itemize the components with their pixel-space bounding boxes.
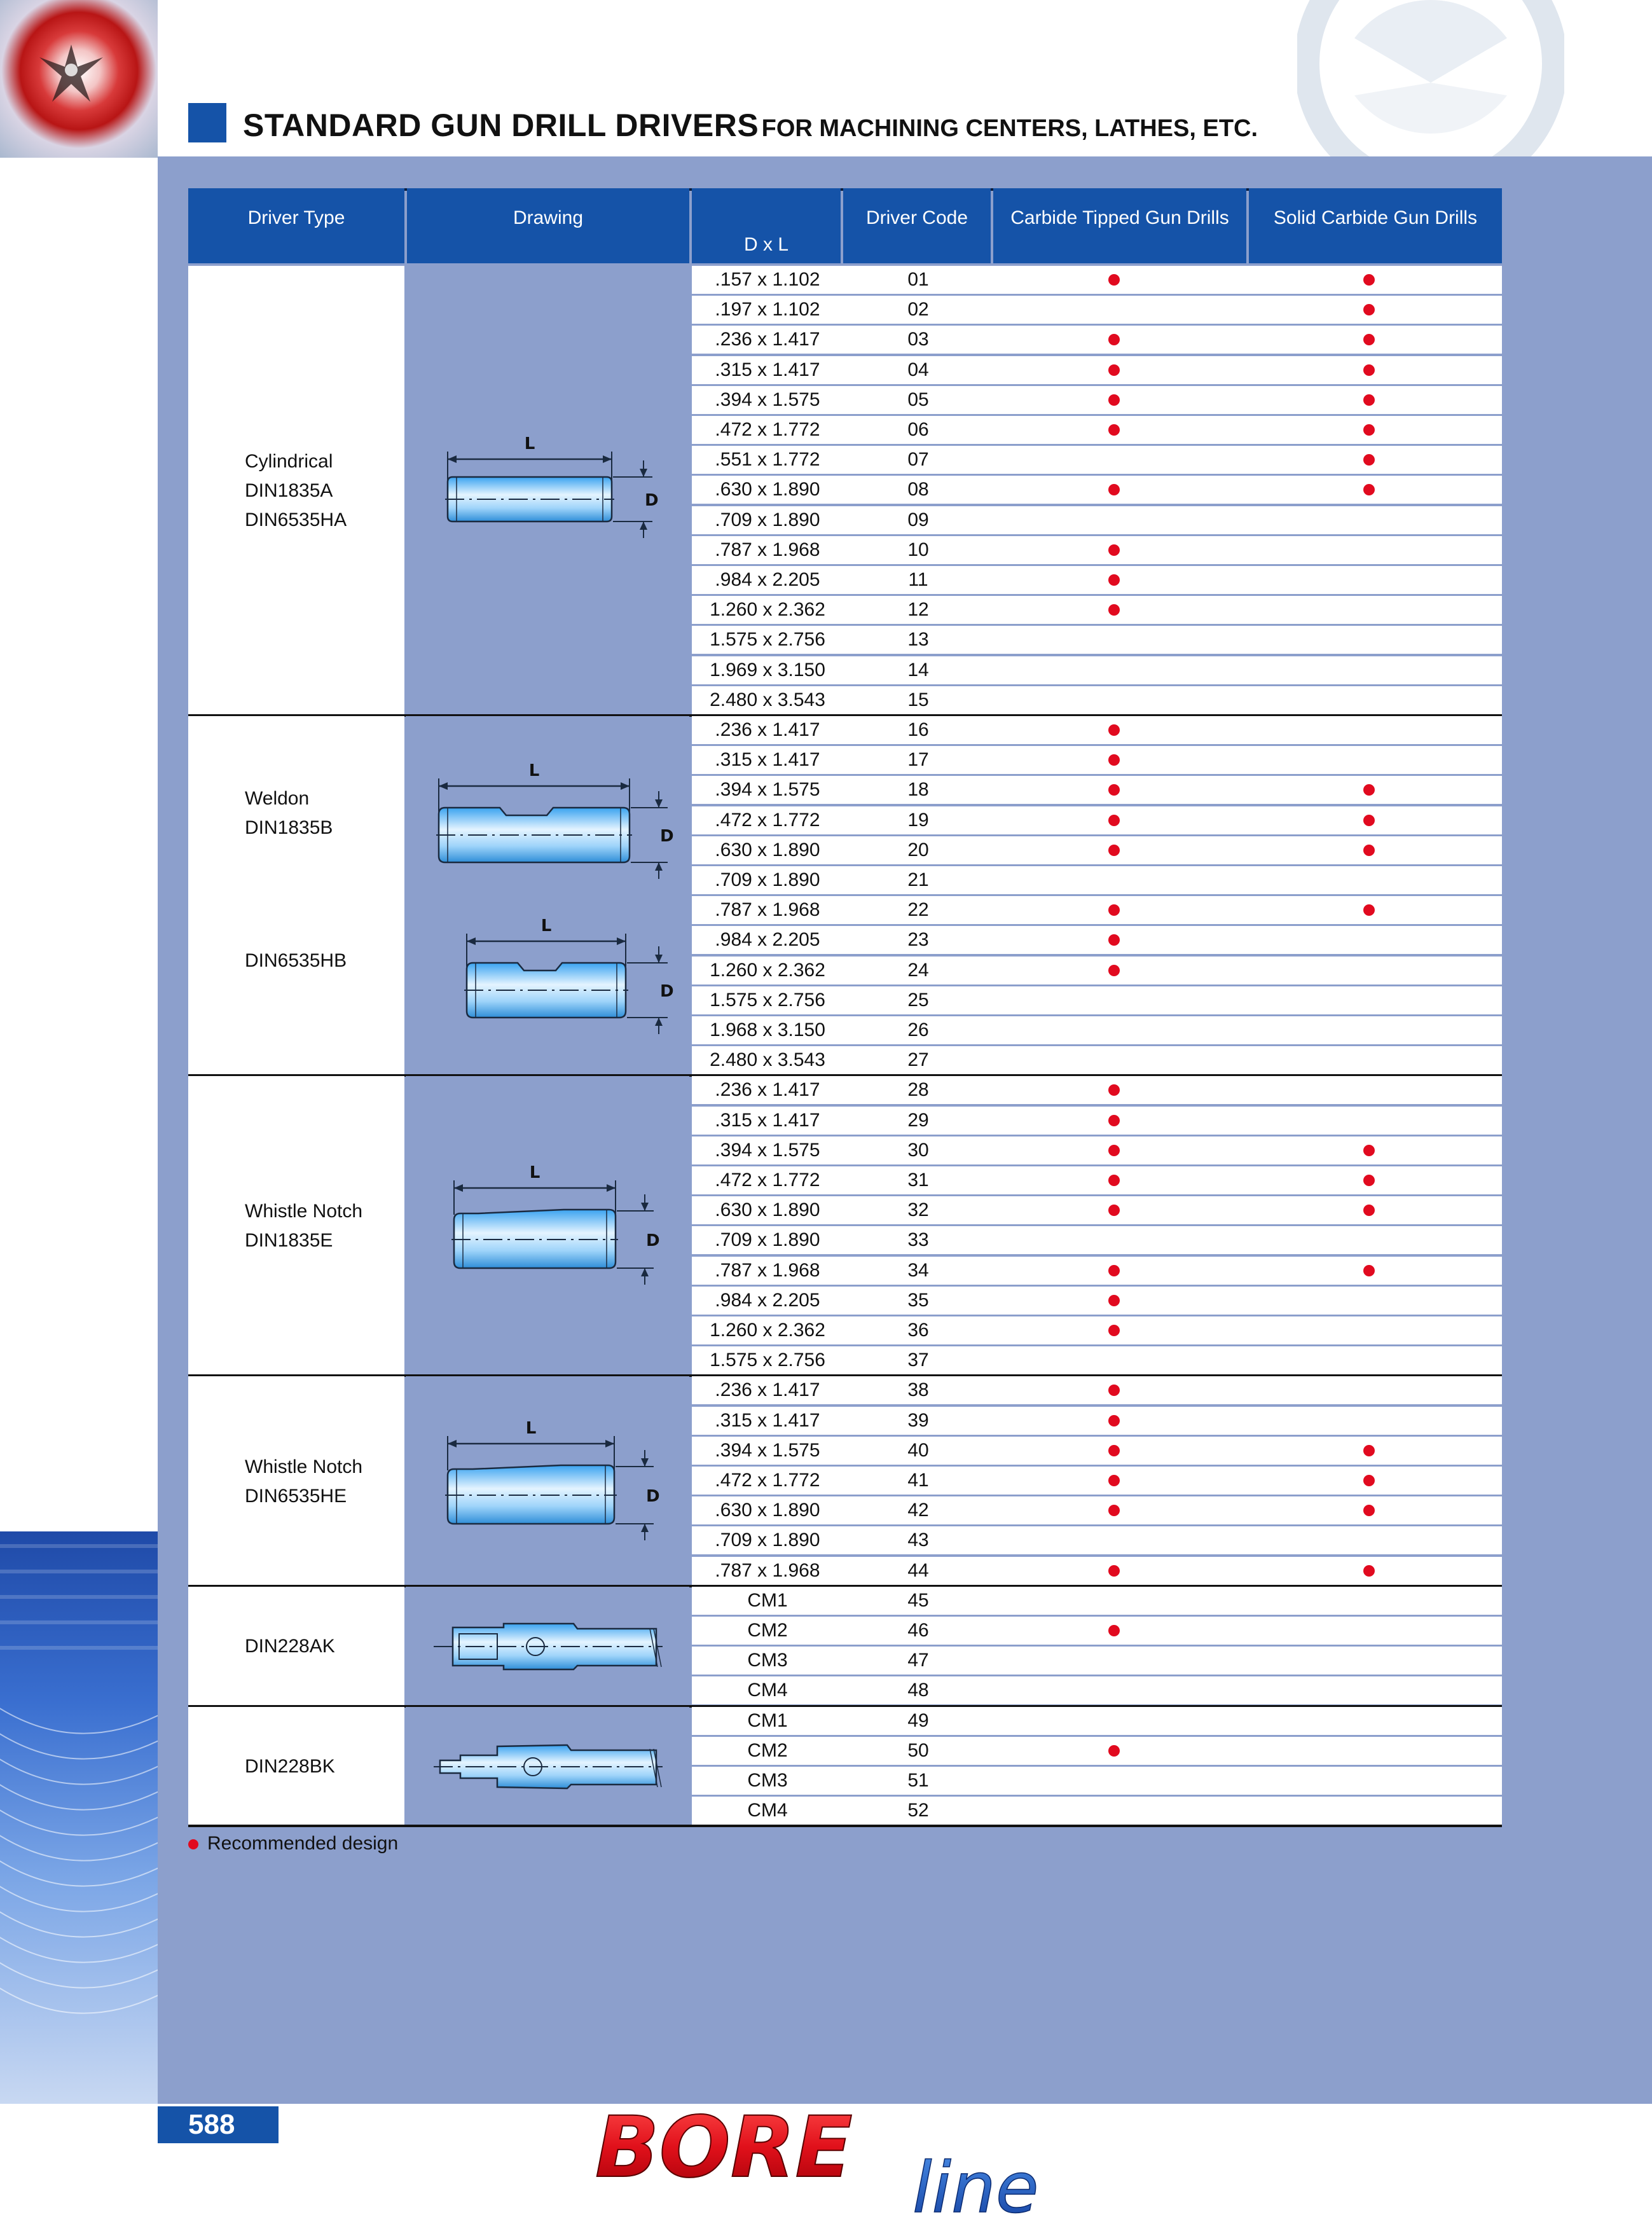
solid-carbide-recommended-dot-icon (1363, 845, 1375, 856)
dxl-cell: .394 x 1.575 (715, 779, 820, 801)
header-drawing: Drawing (407, 188, 689, 263)
solid-carbide-recommended-dot-icon (1363, 1175, 1375, 1186)
driver-code-cell: 37 (907, 1350, 929, 1371)
driver-type-line: DIN1835E (245, 1230, 333, 1252)
dxl-cell: .630 x 1.890 (715, 1500, 820, 1521)
table-row (692, 506, 1502, 534)
carbide-tipped-recommended-dot-icon (1108, 724, 1120, 736)
dxl-cell: 1.969 x 3.150 (710, 659, 825, 680)
carbide-tipped-recommended-dot-icon (1108, 1325, 1120, 1336)
driver-code-cell: 46 (907, 1620, 929, 1641)
dxl-cell: .236 x 1.417 (715, 719, 820, 740)
solid-carbide-recommended-dot-icon (1363, 1445, 1375, 1456)
table-row (692, 1196, 1502, 1224)
driver-type-label (245, 1453, 362, 1511)
driver-code-cell: 07 (907, 449, 929, 471)
table-row (692, 1437, 1502, 1465)
length-label: L (529, 1163, 540, 1183)
dxl-cell: .709 x 1.890 (715, 1229, 820, 1251)
table-row (692, 1316, 1502, 1344)
table-row (692, 416, 1502, 444)
driver-code-cell: 29 (907, 1109, 929, 1131)
carbide-tipped-recommended-dot-icon (1108, 604, 1120, 616)
table-row (692, 957, 1502, 984)
header-driver-type: Driver Type (188, 188, 404, 263)
whistle-b-drawing (408, 1399, 688, 1564)
driver-code-cell: 19 (907, 809, 929, 831)
dxl-cell: .551 x 1.772 (715, 449, 820, 471)
diameter-label: D (646, 1231, 660, 1251)
dxl-cell: .709 x 1.890 (715, 869, 820, 890)
page-title (243, 107, 1258, 144)
driver-type-line: Whistle Notch (245, 1201, 363, 1222)
table-row (692, 1647, 1502, 1675)
diameter-label: D (660, 981, 674, 1001)
table-row (692, 386, 1502, 414)
driver-type-label (245, 1197, 362, 1255)
driver-code-cell: 34 (907, 1259, 929, 1281)
table-row (692, 1166, 1502, 1194)
dxl-cell: .315 x 1.417 (715, 359, 820, 380)
driver-code-cell: 33 (907, 1229, 929, 1251)
driver-code-cell: 03 (907, 329, 929, 350)
driver-code-cell: 18 (907, 779, 929, 801)
driver-code-cell: 09 (907, 509, 929, 530)
driver-code-cell: 38 (907, 1379, 929, 1401)
driver-code-cell: 08 (907, 479, 929, 501)
background-watermark (1297, 0, 1564, 165)
legend (188, 1833, 398, 1855)
solid-carbide-recommended-dot-icon (1363, 784, 1375, 796)
table-row (692, 356, 1502, 384)
driver-type-line: DIN1835B (245, 817, 333, 838)
table-row (692, 1226, 1502, 1254)
driver-code-cell: 28 (907, 1079, 929, 1101)
driver-code-cell: 42 (907, 1500, 929, 1521)
driver-code-cell: 04 (907, 359, 929, 380)
table-row (692, 716, 1502, 744)
carbide-tipped-recommended-dot-icon (1108, 1475, 1120, 1486)
driver-code-cell: 12 (907, 599, 929, 621)
driver-code-cell: 48 (907, 1680, 929, 1701)
driver-code-cell: 02 (907, 299, 929, 321)
diameter-label: D (660, 827, 674, 846)
driver-code-cell: 36 (907, 1320, 929, 1341)
page-number: 588 (158, 2106, 279, 2143)
driver-code-cell: 10 (907, 539, 929, 560)
driver-code-cell: 30 (907, 1139, 929, 1161)
dxl-cell: CM1 (747, 1589, 788, 1611)
carbide-tipped-recommended-dot-icon (1108, 845, 1120, 856)
carbide-tipped-recommended-dot-icon (1108, 1385, 1120, 1396)
dxl-cell: .394 x 1.575 (715, 389, 820, 410)
dxl-cell: .236 x 1.417 (715, 1079, 820, 1101)
carbide-tipped-recommended-dot-icon (1108, 334, 1120, 345)
carbide-tipped-recommended-dot-icon (1108, 424, 1120, 436)
bird-icon (33, 38, 109, 108)
driver-code-cell: 22 (907, 899, 929, 921)
table-row (692, 446, 1502, 474)
group-separator (188, 1825, 1502, 1827)
dxl-cell: .315 x 1.417 (715, 749, 820, 771)
corner-bird-photo (0, 0, 158, 158)
dxl-cell: 1.575 x 2.756 (710, 989, 825, 1011)
carbide-tipped-recommended-dot-icon (1108, 934, 1120, 946)
dxl-cell: .236 x 1.417 (715, 1379, 820, 1401)
dxl-cell: .787 x 1.968 (715, 1259, 820, 1281)
table-row (692, 776, 1502, 804)
table-row (692, 686, 1502, 714)
table-row (692, 1016, 1502, 1044)
solid-carbide-recommended-dot-icon (1363, 1475, 1375, 1486)
driver-type-line: DIN228BK (245, 1756, 335, 1777)
driver-code-cell: 52 (907, 1800, 929, 1821)
driver-code-cell: 51 (907, 1770, 929, 1791)
carbide-tipped-recommended-dot-icon (1108, 574, 1120, 586)
header-carbide-tipped: Carbide Tipped Gun Drills (993, 188, 1246, 263)
carbide-tipped-recommended-dot-icon (1108, 965, 1120, 976)
solid-carbide-recommended-dot-icon (1363, 1505, 1375, 1516)
dxl-cell: .630 x 1.890 (715, 839, 820, 860)
table-row (692, 1346, 1502, 1374)
table-row (692, 1767, 1502, 1795)
table-row (692, 1136, 1502, 1164)
carbide-tipped-recommended-dot-icon (1108, 1415, 1120, 1426)
table-row (692, 1467, 1502, 1495)
dxl-cell: .709 x 1.890 (715, 1530, 820, 1551)
table-row (692, 1737, 1502, 1765)
driver-code-cell: 05 (907, 389, 929, 410)
dxl-cell: 1.968 x 3.150 (710, 1019, 825, 1040)
driver-type-line: Cylindrical (245, 451, 333, 472)
driver-code-cell: 14 (907, 659, 929, 680)
solid-carbide-recommended-dot-icon (1363, 334, 1375, 345)
table-row (692, 326, 1502, 354)
boreline-logo (591, 2105, 1100, 2220)
driver-code-cell: 26 (907, 1019, 929, 1040)
side-decoration (0, 1531, 158, 2104)
driver-code-cell: 13 (907, 629, 929, 651)
driver-code-cell: 17 (907, 749, 929, 771)
length-label: L (540, 916, 552, 936)
driver-type-label (245, 447, 347, 535)
dxl-cell: CM3 (747, 1770, 788, 1791)
length-label: L (525, 1418, 537, 1438)
driver-type-label (245, 1632, 335, 1661)
carbide-tipped-recommended-dot-icon (1108, 1295, 1120, 1306)
solid-carbide-recommended-dot-icon (1363, 364, 1375, 376)
driver-code-cell: 49 (907, 1710, 929, 1731)
driver-type-line: DIN6535HA (245, 509, 347, 530)
title-marker (188, 103, 226, 142)
driver-code-cell: 23 (907, 929, 929, 951)
dxl-cell: .197 x 1.102 (715, 299, 820, 321)
carbide-tipped-recommended-dot-icon (1108, 1745, 1120, 1757)
legend-text: Recommended design (207, 1833, 399, 1854)
carbide-tipped-recommended-dot-icon (1108, 754, 1120, 766)
solid-carbide-recommended-dot-icon (1363, 454, 1375, 466)
dxl-cell: .472 x 1.772 (715, 809, 820, 831)
carbide-tipped-recommended-dot-icon (1108, 815, 1120, 826)
dxl-cell: .394 x 1.575 (715, 1439, 820, 1461)
table-row (692, 866, 1502, 894)
solid-carbide-recommended-dot-icon (1363, 424, 1375, 436)
driver-type-line: DIN1835A (245, 480, 333, 501)
dxl-cell: .157 x 1.102 (715, 269, 820, 290)
driver-type-line: Whistle Notch (245, 1456, 363, 1477)
driver-code-cell: 39 (907, 1409, 929, 1431)
table-row (692, 1407, 1502, 1435)
table-row (692, 656, 1502, 684)
table-row (692, 1707, 1502, 1735)
driver-code-cell: 01 (907, 269, 929, 290)
table-row (692, 1557, 1502, 1585)
carbide-tipped-recommended-dot-icon (1108, 1445, 1120, 1456)
solid-carbide-recommended-dot-icon (1363, 815, 1375, 826)
dxl-cell: .984 x 2.205 (715, 929, 820, 951)
table-row (692, 566, 1502, 594)
carbide-tipped-recommended-dot-icon (1108, 544, 1120, 556)
driver-code-cell: 43 (907, 1530, 929, 1551)
table-row (692, 536, 1502, 564)
table-row (692, 596, 1502, 624)
dxl-cell: .787 x 1.968 (715, 899, 820, 921)
table-row (692, 986, 1502, 1014)
title-main: STANDARD GUN DRILL DRIVERS (243, 107, 759, 143)
diameter-label: D (645, 491, 659, 510)
carbide-tipped-recommended-dot-icon (1108, 1265, 1120, 1276)
table-row (692, 926, 1502, 954)
table-row (692, 1496, 1502, 1524)
carbide-tipped-recommended-dot-icon (1108, 274, 1120, 286)
driver-code-cell: 44 (907, 1559, 929, 1581)
table-row (692, 476, 1502, 504)
svg-text:BORE: BORE (595, 2105, 853, 2197)
driver-code-cell: 27 (907, 1049, 929, 1071)
dxl-cell: .787 x 1.968 (715, 539, 820, 560)
table-row (692, 1257, 1502, 1285)
driver-type-label (245, 1752, 335, 1781)
solid-carbide-recommended-dot-icon (1363, 1565, 1375, 1577)
table-row (692, 1617, 1502, 1645)
header-solid-carbide: Solid Carbide Gun Drills (1249, 188, 1502, 263)
dxl-cell: 2.480 x 3.543 (710, 689, 825, 710)
solid-carbide-recommended-dot-icon (1363, 304, 1375, 315)
dxl-cell: 1.260 x 2.362 (710, 599, 825, 621)
driver-code-cell: 35 (907, 1289, 929, 1311)
carbide-tipped-recommended-dot-icon (1108, 1175, 1120, 1186)
driver-code-cell: 16 (907, 719, 929, 740)
table-row (692, 1587, 1502, 1615)
dxl-cell: 2.480 x 3.543 (710, 1049, 825, 1071)
carbide-tipped-recommended-dot-icon (1108, 1565, 1120, 1577)
dxl-cell: CM4 (747, 1680, 788, 1701)
solid-carbide-recommended-dot-icon (1363, 1145, 1375, 1156)
dxl-cell: .315 x 1.417 (715, 1409, 820, 1431)
dxl-cell: .984 x 2.205 (715, 569, 820, 590)
carbide-tipped-recommended-dot-icon (1108, 1505, 1120, 1516)
driver-type-line: DIN6535HE (245, 1485, 347, 1507)
table-row (692, 266, 1502, 294)
driver-code-cell: 24 (907, 959, 929, 981)
dxl-cell: .472 x 1.772 (715, 1470, 820, 1491)
header-driver-code: Driver Code (843, 188, 991, 263)
carbide-tipped-recommended-dot-icon (1108, 1084, 1120, 1096)
carbide-tipped-recommended-dot-icon (1108, 1205, 1120, 1216)
whistle-a-drawing (408, 1143, 688, 1309)
carbide-tipped-recommended-dot-icon (1108, 784, 1120, 796)
driver-type-line: DIN6535HB (245, 950, 347, 972)
dxl-cell: CM1 (747, 1710, 788, 1731)
driver-type-label (245, 784, 333, 843)
driver-type-label-secondary (245, 946, 347, 976)
table-row (692, 806, 1502, 834)
driver-code-cell: 50 (907, 1739, 929, 1761)
solid-carbide-recommended-dot-icon (1363, 274, 1375, 286)
driver-code-cell: 41 (907, 1470, 929, 1491)
table-row (692, 1046, 1502, 1074)
dxl-cell: 1.575 x 2.756 (710, 1350, 825, 1371)
driver-code-cell: 21 (907, 869, 929, 890)
dxl-cell: CM4 (747, 1800, 788, 1821)
dxl-cell: .394 x 1.575 (715, 1139, 820, 1161)
table-row (692, 746, 1502, 774)
cyl-drawing (408, 408, 688, 574)
driver-code-cell: 25 (907, 989, 929, 1011)
dxl-cell: .315 x 1.417 (715, 1109, 820, 1131)
svg-text:line: line (912, 2147, 1039, 2220)
dxl-cell: CM3 (747, 1650, 788, 1671)
carbide-tipped-recommended-dot-icon (1108, 484, 1120, 495)
driver-type-cell (188, 716, 404, 1076)
driver-type-line: DIN228AK (245, 1636, 335, 1657)
driver-code-cell: 06 (907, 419, 929, 440)
carbide-tipped-recommended-dot-icon (1108, 1145, 1120, 1156)
dxl-cell: 1.260 x 2.362 (710, 959, 825, 981)
driver-code-cell: 31 (907, 1170, 929, 1191)
dxl-cell: .472 x 1.772 (715, 1170, 820, 1191)
solid-carbide-recommended-dot-icon (1363, 394, 1375, 406)
solid-carbide-recommended-dot-icon (1363, 484, 1375, 495)
diameter-label: D (646, 1486, 660, 1506)
dxl-cell: .709 x 1.890 (715, 509, 820, 530)
length-label: L (524, 434, 535, 453)
table-row (692, 1076, 1502, 1104)
carbide-tipped-recommended-dot-icon (1108, 1115, 1120, 1126)
dxl-cell: CM2 (747, 1620, 788, 1641)
driver-code-cell: 45 (907, 1589, 929, 1611)
dxl-cell: .236 x 1.417 (715, 329, 820, 350)
dxl-cell: .630 x 1.890 (715, 1199, 820, 1221)
driver-code-cell: 15 (907, 689, 929, 710)
table-row (692, 836, 1502, 864)
solid-carbide-recommended-dot-icon (1363, 904, 1375, 916)
driver-code-cell: 47 (907, 1650, 929, 1671)
carbide-tipped-recommended-dot-icon (1108, 364, 1120, 376)
carbide-tipped-recommended-dot-icon (1108, 394, 1120, 406)
table-row (692, 1107, 1502, 1135)
table-row (692, 1376, 1502, 1404)
table-row (692, 1526, 1502, 1554)
dxl-cell: 1.260 x 2.362 (710, 1320, 825, 1341)
legend-dot-icon (188, 1839, 198, 1849)
dxl-cell: CM2 (747, 1739, 788, 1761)
weldon-b-drawing (408, 893, 688, 1058)
carbide-tipped-recommended-dot-icon (1108, 1625, 1120, 1636)
title-sub: FOR MACHINING CENTERS, LATHES, ETC. (761, 115, 1258, 142)
dxl-cell: .630 x 1.890 (715, 479, 820, 501)
dxl-cell: .984 x 2.205 (715, 1289, 820, 1311)
carbide-tipped-recommended-dot-icon (1108, 904, 1120, 916)
dxl-cell: 1.575 x 2.756 (710, 629, 825, 651)
table-row (692, 896, 1502, 924)
driver-type-line: Weldon (245, 787, 310, 809)
weldon-a-drawing (408, 738, 688, 903)
driver-code-cell: 20 (907, 839, 929, 860)
table-row (692, 626, 1502, 654)
dxl-cell: .787 x 1.968 (715, 1559, 820, 1581)
solid-carbide-recommended-dot-icon (1363, 1205, 1375, 1216)
table-row (692, 1797, 1502, 1825)
driver-code-cell: 32 (907, 1199, 929, 1221)
dxl-cell: .472 x 1.772 (715, 419, 820, 440)
length-label: L (528, 761, 540, 781)
table-row (692, 1676, 1502, 1704)
driver-code-cell: 11 (908, 569, 928, 590)
table-row (692, 1287, 1502, 1315)
header-dxl: D x L (692, 188, 841, 263)
driver-code-cell: 40 (907, 1439, 929, 1461)
solid-carbide-recommended-dot-icon (1363, 1265, 1375, 1276)
table-row (692, 296, 1502, 324)
